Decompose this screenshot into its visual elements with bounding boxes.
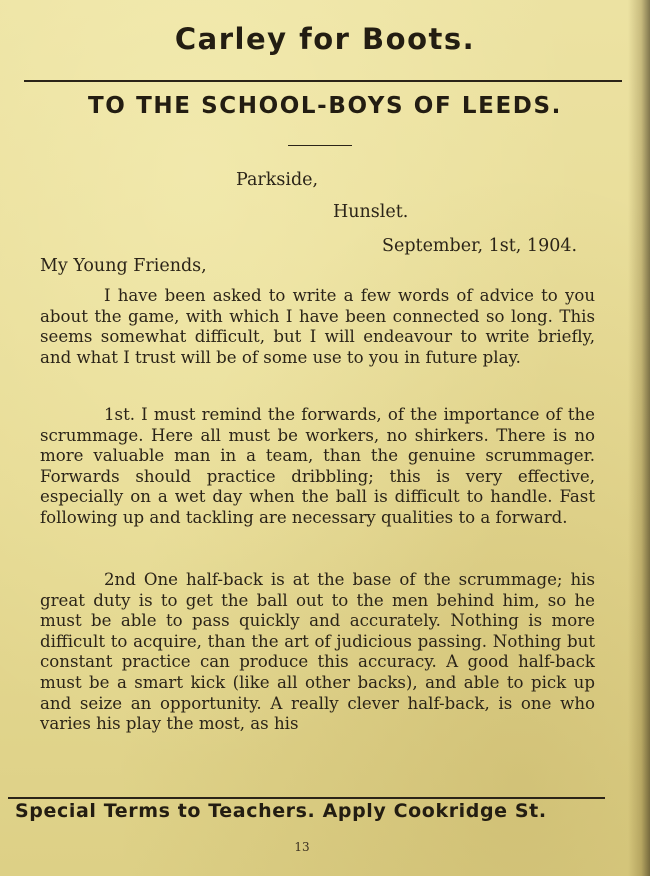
footer-rule xyxy=(8,797,605,799)
page-number: 13 xyxy=(294,840,310,854)
advert-header: Carley for Boots. xyxy=(174,22,476,56)
advert-footer: Special Terms to Teachers. Apply Cookridge St. xyxy=(15,800,547,822)
heading-divider xyxy=(288,145,352,146)
paragraph-forwards: 1st. I must remind the forwards, of the importance of the scrummage. Here all must be workers, no shirkers. There is no more valuable man in a team, than the genuine scrummager. Forwards should practice dribbling; this is very effective, especially on a wet day when the ball is difficult to handle. Fast following up and tackling are necessary qualities to a forward. xyxy=(40,405,595,527)
header-rule xyxy=(24,80,622,82)
salutation: My Young Friends, xyxy=(40,256,207,276)
page-edge-shadow xyxy=(628,0,650,876)
address-line-2: Hunslet. xyxy=(333,202,409,222)
letter-heading: TO THE SCHOOL-BOYS OF LEEDS. xyxy=(88,93,562,119)
paragraph-half-back: 2nd One half-back is at the base of the scrummage; his great duty is to get the ball out to the men behind him, so he must be able to pass quickly and accurately. Nothing is more difficult to acquire, than the art of judicious passing. Nothing but constant practice can produce this accuracy. A good half-back must be a smart kick (like all other backs), and able to pick up and seize an opportunity. A really clever half-back, is one who varies his play the most, as his xyxy=(40,570,595,734)
paragraph-intro: I have been asked to write a few words of advice to you about the game, with which I have been connected so long. This seems somewhat difficult, but I will endeavour to write briefly, and what I trust will be of some use to you in future play. xyxy=(40,286,595,367)
letter-date: September, 1st, 1904. xyxy=(382,236,578,256)
address-line-1: Parkside, xyxy=(236,170,319,190)
